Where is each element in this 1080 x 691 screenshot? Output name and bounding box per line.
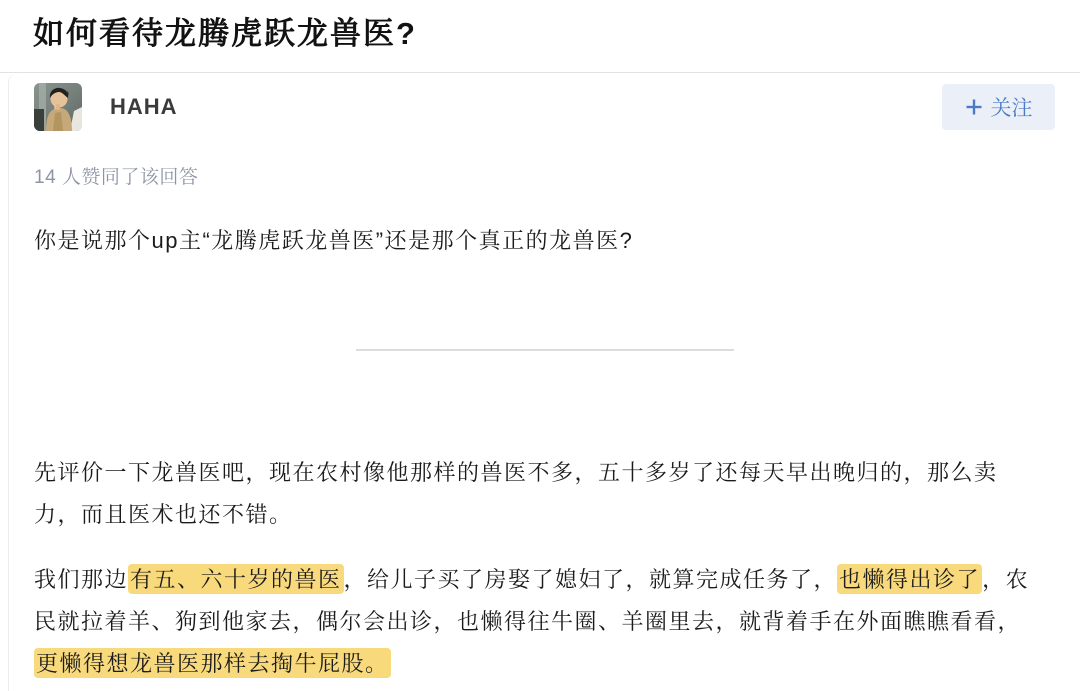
highlighted-text: 有五、六十岁的兽医 [128, 564, 344, 594]
upvote-count: 14 人赞同了该回答 [34, 167, 199, 188]
answer-paragraph-1: 你是说那个up主“龙腾虎跃龙兽医”还是那个真正的龙兽医? [34, 228, 634, 253]
text-segment: ，给儿子买了房娶了媳妇了，就算完成任务了， [343, 567, 838, 592]
answer-body [34, 226, 1055, 685]
highlighted-text: 更懒得想龙兽医那样去掏牛屁股。 [34, 648, 391, 678]
question-title-bar [0, 0, 1080, 53]
answer-paragraph-2 [34, 452, 1055, 536]
text-segment: ，农 [982, 567, 1030, 592]
author-name[interactable]: HAHA [110, 94, 178, 119]
question-title: 如何看待龙腾虎跃龙兽医? [33, 16, 417, 51]
follow-button[interactable] [942, 84, 1055, 130]
answer-header [34, 83, 1055, 131]
avatar-image [34, 83, 82, 131]
content-divider [356, 349, 734, 351]
text-line: 力，而且医术也还不错。 [34, 502, 293, 527]
text-segment: 民就拉着羊、狗到他家去，偶尔会出诊，也懒得往牛圈、羊圈里去，就背着手在外面瞧瞧看看， [34, 609, 1022, 634]
plus-icon [965, 98, 983, 116]
text-segment: 我们那边 [34, 567, 129, 592]
text-line [34, 601, 1055, 643]
highlighted-text: 也懒得出诊了 [837, 564, 982, 594]
answer-paragraph-3 [34, 559, 1055, 685]
follow-button-label: 关注 [990, 97, 1033, 120]
answer-card [8, 73, 1080, 691]
text-line: 先评价一下龙兽医吧，现在农村像他那样的兽医不多，五十多岁了还每天早出晚归的，那么卖 [34, 460, 998, 485]
text-line [34, 643, 1055, 685]
author-avatar[interactable] [34, 83, 82, 131]
text-line [34, 559, 1055, 601]
